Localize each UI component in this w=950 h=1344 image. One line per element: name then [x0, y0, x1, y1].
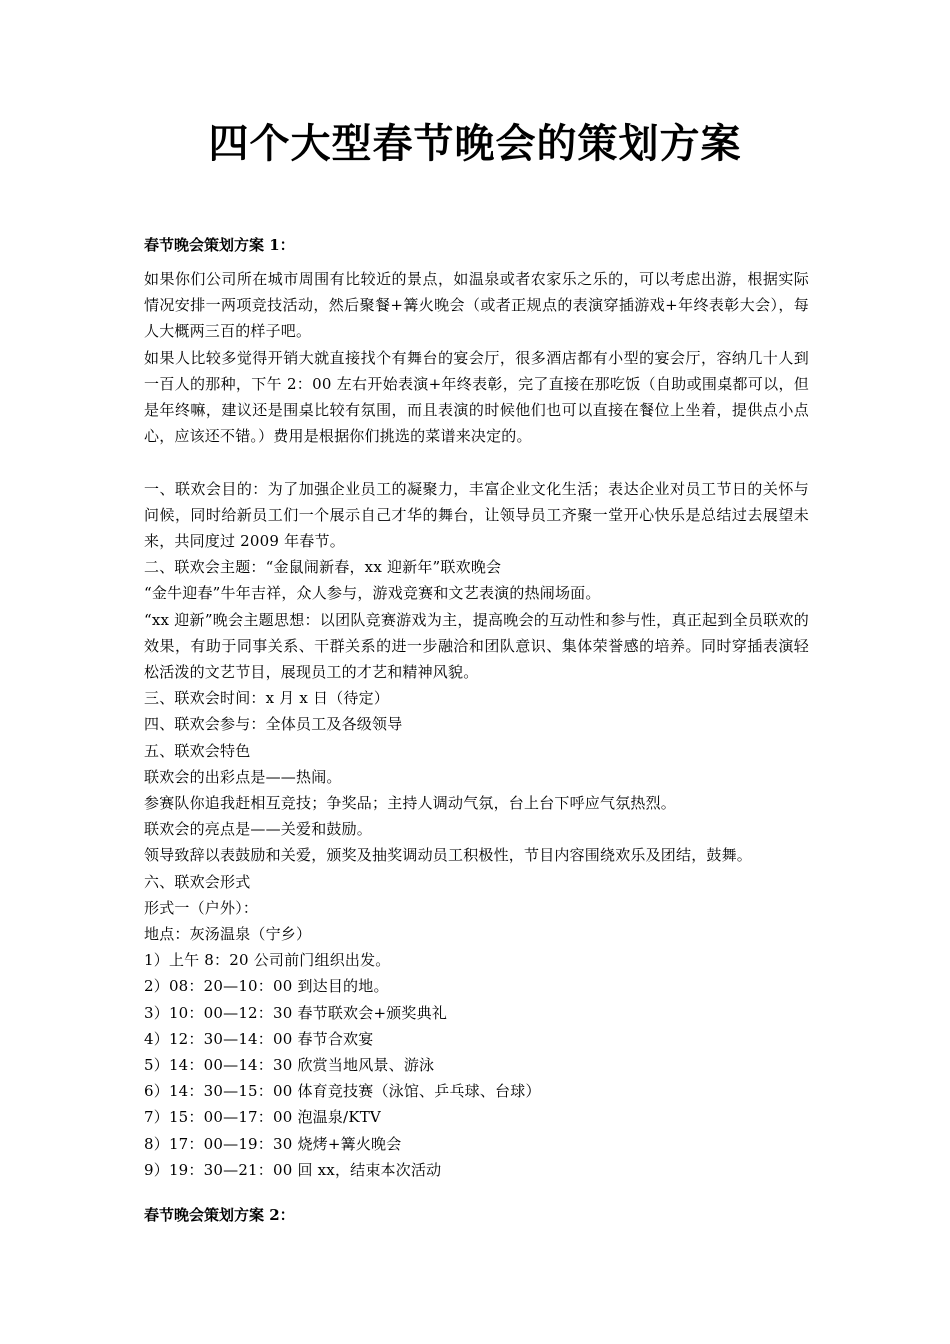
plan1-heading: 春节晚会策划方案 1：	[144, 236, 295, 254]
plan1-section: 三、联欢会时间：x 月 x 日（待定）	[144, 689, 390, 708]
schedule-item: 5）14：00—14：30 欣赏当地风景、游泳	[144, 1056, 435, 1075]
plan1-section: 领导致辞以表鼓励和关爱，颁奖及抽奖调动员工积极性，节目内容围绕欢乐及团结，鼓舞。	[144, 846, 753, 865]
plan1-section: 联欢会的亮点是——关爱和鼓励。	[144, 820, 373, 839]
schedule-item: 8）17：00—19：30 烧烤+篝火晚会	[144, 1134, 402, 1153]
schedule-item: 7）15：00—17：00 泡温泉/KTV	[144, 1108, 381, 1127]
plan1-section: 四、联欢会参与：全体员工及各级领导	[144, 715, 403, 734]
paragraph-gap	[144, 449, 809, 475]
plan1-section: “xx 迎新”晚会主题思想：以团队竞赛游戏为主，提高晚会的互动性和参与性，真正起到全员联欢的效果，有助于同事关系、干群关系的进一步融洽和团队意识、集体荣誉感的培养。同时穿插表演轻松活泼的文艺节目，展现员工的才艺和精神风貌。	[144, 610, 809, 682]
plan1-section: 联欢会的出彩点是——热闹。	[144, 767, 342, 786]
plan1-section: 参赛队你追我赶相互竞技；争奖品；主持人调动气氛，台上台下呼应气氛热烈。	[144, 794, 677, 813]
plan1-section: 地点：灰汤温泉（宁乡）	[144, 925, 312, 944]
schedule-item: 2）08：20—10：00 到达目的地。	[144, 977, 389, 996]
plan1-section: 六、联欢会形式	[144, 872, 251, 891]
document-title: 四个大型春节晚会的策划方案	[208, 120, 742, 167]
schedule-item: 9）19：30—21：00 回 xx，结束本次活动	[144, 1160, 442, 1179]
schedule-item: 6）14：30—15：00 体育竞技赛（泳馆、乒乓球、台球）	[144, 1082, 541, 1101]
schedule-item: 4）12：30—14：00 春节合欢宴	[144, 1029, 374, 1048]
schedule-item: 3）10：00—12：30 春节联欢会+颁奖典礼	[144, 1003, 448, 1022]
schedule-item: 1）上午 8：20 公司前门组织出发。	[144, 951, 391, 970]
plan1-section: “金牛迎春”牛年吉祥，众人参与，游戏竞赛和文艺表演的热闹场面。	[144, 584, 601, 603]
plan1-section: 一、联欢会目的：为了加强企业员工的凝聚力，丰富企业文化生活；表达企业对员工节日的关怀与问候，同时给新员工们一个展示自己才华的舞台，让领导员工齐聚一堂开心快乐是总结过去展望未来，共同度过 2009 年春节。	[144, 479, 809, 551]
plan1-section: 形式一（户外）：	[144, 898, 259, 917]
plan1-body	[144, 266, 809, 1183]
plan1-paragraph: 如果人比较多觉得开销大就直接找个有舞台的宴会厅，很多酒店都有小型的宴会厅，容纳几十人到一百人的那种，下午 2：00 左右开始表演+年终表彰，完了直接在那吃饭（自助或围桌都可以，但是年终嘛，建议还是围桌比较有氛围，而且表演的时候他们也可以直接在餐位上坐着，提供点小点心，应该还不错。）费用是根据你们挑选的菜谱来决定的。	[144, 348, 809, 446]
plan2-heading: 春节晚会策划方案 2：	[144, 1206, 295, 1224]
plan1-paragraph: 如果你们公司所在城市周围有比较近的景点，如温泉或者农家乐之乐的，可以考虑出游，根据实际情况安排一两项竞技活动，然后聚餐+篝火晚会（或者正规点的表演穿插游戏+年终表彰大会），每人大概两三百的样子吧。	[144, 270, 809, 341]
plan1-section: 五、联欢会特色	[144, 741, 251, 760]
plan1-section: 二、联欢会主题：“金鼠闹新春，xx 迎新年”联欢晚会	[144, 558, 502, 577]
